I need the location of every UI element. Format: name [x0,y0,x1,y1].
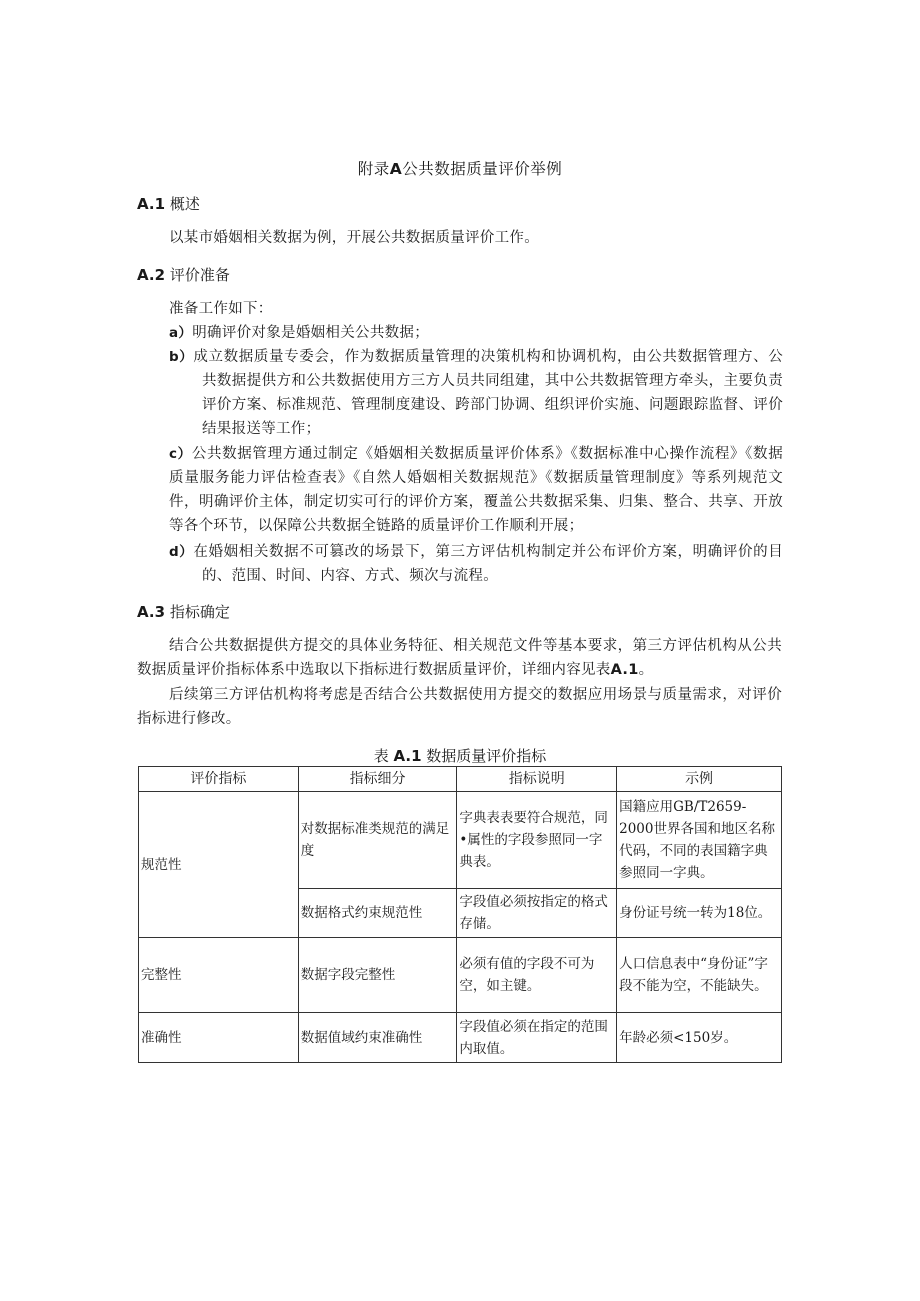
section-heading-a3: A.3 指标确定 [137,603,230,621]
table-cell-dimension: 准确性 [139,1013,299,1063]
table-cell-sub: 数据格式约束规范性 [298,889,457,938]
table-header-row [139,767,782,792]
section-a2-intro: 准备工作如下： [169,301,273,317]
table-cell-example: 年龄必须<150岁。 [617,1013,782,1063]
table-reference-link: A.1 [610,662,639,678]
table-row [139,1013,782,1063]
table-cell-sub: 对数据标准类规范的满足度 [298,792,457,889]
table-cell-sub: 数据字段完整性 [298,938,457,1013]
appendix-title: 附录A公共数据质量评价举例 [357,160,563,178]
column-header: 指标细分 [298,767,457,792]
list-item: a）明确评价对象是婚姻相关公共数据； [169,325,430,341]
section-a3-paragraph-2: 后续第三方评估机构将考虑是否结合公共数据使用方提交的数据应用场景与质量需求，对评价指标进行修改。 [137,687,782,727]
quality-indicator-table [138,766,782,1063]
section-a3-paragraph-1: 结合公共数据提供方提交的具体业务特征、相关规范文件等基本要求，第三方评估机构从公共数据质量评价指标体系中选取以下指标进行数据质量评价，详细内容见表A.1。 [137,638,782,678]
section-heading-a2: A.2 评价准备 [137,266,230,284]
table-cell-dimension: 规范性 [139,792,299,938]
table-caption: 表 A.1 数据质量评价指标 [373,747,547,765]
table-cell-example: 身份证号统一转为18位。 [617,889,782,938]
section-a1-paragraph: 以某市婚姻相关数据为例，开展公共数据质量评价工作。 [169,230,539,246]
column-header: 示例 [617,767,782,792]
table-row [139,792,782,889]
list-item: d）在婚姻相关数据不可篡改的场景下，第三方评估机构制定并公布评价方案，明确评价的目的、范围、时间、内容、方式、频次与流程。 [169,544,783,584]
table-cell-desc: 必须有值的字段不可为空，如主键。 [457,938,617,1013]
table-cell-desc: 字段值必须按指定的格式存储。 [457,889,617,938]
list-item: c）公共数据管理方通过制定《婚姻相关数据质量评价体系》《数据标准中心操作流程》《数据质量服务能力评估检查表》《自然人婚姻相关数据规范》《数据质量管理制度》等系列规范文件，明确评价主体，制定切实可行的评价方案，覆盖公共数据采集、归集、整合、共享、开放等各个环节，以保障公共数据全链路的质量评价工作顺利开展； [169,446,783,534]
table-cell-dimension: 完整性 [139,938,299,1013]
list-item: b）成立数据质量专委会，作为数据质量管理的决策机构和协调机构，由公共数据管理方、公共数据提供方和公共数据使用方三方人员共同组建，其中公共数据管理方牵头，主要负责评价方案、标准规范、管理制度建设、跨部门协调、组织评价实施、问题跟踪监督、评价结果报送等工作； [169,349,783,437]
table-cell-example: 人口信息表中“身份证”字段不能为空，不能缺失。 [617,938,782,1013]
table-cell-example: 国籍应用GB/T2659-2000世界各国和地区名称代码，不同的表国籍字典参照同一字典。 [617,792,782,889]
section-heading-a1: A.1 概述 [137,195,200,213]
column-header: 指标说明 [457,767,617,792]
table-cell-desc: 字典表表要符合规范，同•属性的字段参照同一字典表。 [457,792,617,889]
column-header: 评价指标 [139,767,299,792]
table-row [139,938,782,1013]
table-cell-sub: 数据值域约束准确性 [298,1013,457,1063]
table-cell-desc: 字段值必须在指定的范围内取值。 [457,1013,617,1063]
